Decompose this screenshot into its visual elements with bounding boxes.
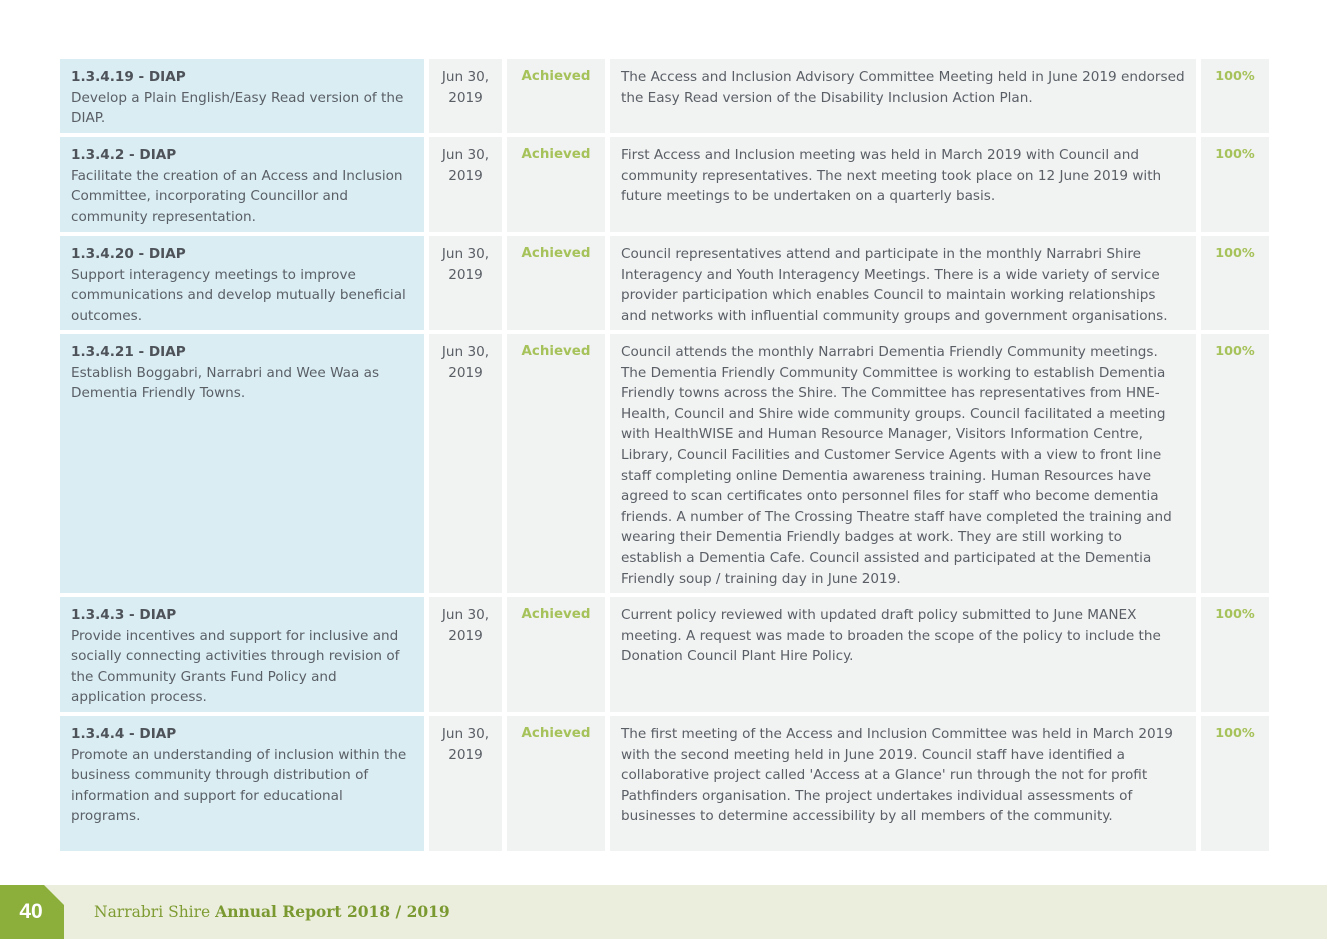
action-description: Develop a Plain English/Easy Read version of the DIAP. bbox=[71, 89, 404, 127]
action-code: 1.3.4.20 - DIAP bbox=[71, 246, 186, 262]
status-text: Achieved bbox=[507, 597, 605, 712]
status-text: Achieved bbox=[507, 137, 605, 232]
action-description: Establish Boggabri, Narrabri and Wee Waa as Dementia Friendly Towns. bbox=[71, 364, 380, 402]
action-code: 1.3.4.19 - DIAP bbox=[71, 69, 186, 85]
due-date: Jun 30, 2019 bbox=[429, 716, 502, 851]
table-row bbox=[60, 716, 1269, 851]
due-date: Jun 30, 2019 bbox=[429, 137, 502, 232]
due-date: Jun 30, 2019 bbox=[429, 334, 502, 593]
action-description: Provide incentives and support for inclusive and socially connecting activities through revision of the Community Grants Fund Policy and application process. bbox=[71, 627, 400, 706]
comment-cell: Current policy reviewed with updated draft policy submitted to June MANEX meeting. A request was made to broaden the scope of the policy to include the Donation Council Plant Hire Policy. bbox=[610, 597, 1196, 712]
action-description: Support interagency meetings to improve communications and develop mutually beneficial outcomes. bbox=[71, 266, 406, 324]
comment-cell: Council representatives attend and participate in the monthly Narrabri Shire Interagency and Youth Interagency Meetings. There is a wide variety of service provider participation which enables Council to maintain working relationships and networks with influential community groups and government organisations. bbox=[610, 236, 1196, 330]
action-cell bbox=[60, 716, 424, 851]
progress-value: 100% bbox=[1201, 716, 1269, 851]
progress-value: 100% bbox=[1201, 59, 1269, 133]
action-code: 1.3.4.4 - DIAP bbox=[71, 726, 177, 742]
actions-table bbox=[60, 59, 1269, 855]
action-code: 1.3.4.2 - DIAP bbox=[71, 147, 177, 163]
footer-shire-name: Narrabri Shire bbox=[94, 903, 211, 921]
footer-report-title: Annual Report 2018 / 2019 bbox=[215, 902, 450, 921]
action-cell bbox=[60, 59, 424, 133]
due-date: Jun 30, 2019 bbox=[429, 597, 502, 712]
status-text: Achieved bbox=[507, 334, 605, 593]
action-cell bbox=[60, 597, 424, 712]
progress-value: 100% bbox=[1201, 236, 1269, 330]
progress-value: 100% bbox=[1201, 597, 1269, 712]
table-row bbox=[60, 137, 1269, 232]
action-cell bbox=[60, 137, 424, 232]
table-row bbox=[60, 236, 1269, 330]
action-code: 1.3.4.3 - DIAP bbox=[71, 607, 177, 623]
comment-cell: First Access and Inclusion meeting was held in March 2019 with Council and community representatives. The next meeting took place on 12 June 2019 with future meetings to be undertaken on a quarterly basis. bbox=[610, 137, 1196, 232]
comment-cell: Council attends the monthly Narrabri Dementia Friendly Community meetings. The Dementia Friendly Community Committee is working to establish Dementia Friendly towns across the Shire. The Committee has representatives from HNE-Health, Council and Shire wide community groups. Council facilitated a meeting with HealthWISE and Human Resource Manager, Visitors Information Centre, Library, Council Facilities and Customer Service Agents with a view to front line staff completing online Dementia awareness training. Human Resources have agreed to scan certificates onto personnel files for staff who become dementia friends. A number of The Crossing Theatre staff have completed the training and wearing their Dementia Friendly badges at work. They are still working to establish a Dementia Cafe. Council assisted and participated at the Dementia Friendly soup / training day in June 2019. bbox=[610, 334, 1196, 593]
page-footer bbox=[0, 885, 1327, 939]
comment-cell: The first meeting of the Access and Inclusion Committee was held in March 2019 with the second meeting held in June 2019. Council staff have identified a collaborative project called 'Access at a Glance' run through the not for profit Pathfinders organisation. The project undertakes individual assessments of businesses to determine accessibility by all members of the community. bbox=[610, 716, 1196, 851]
action-code: 1.3.4.21 - DIAP bbox=[71, 344, 186, 360]
table-row bbox=[60, 334, 1269, 593]
progress-value: 100% bbox=[1201, 137, 1269, 232]
status-text: Achieved bbox=[507, 236, 605, 330]
due-date: Jun 30, 2019 bbox=[429, 59, 502, 133]
action-description: Promote an understanding of inclusion within the business community through distribution of information and support for educational programs. bbox=[71, 746, 407, 825]
action-cell bbox=[60, 236, 424, 330]
status-text: Achieved bbox=[507, 716, 605, 851]
page-number: 40 bbox=[19, 900, 43, 923]
status-text: Achieved bbox=[507, 59, 605, 133]
action-cell bbox=[60, 334, 424, 593]
due-date: Jun 30, 2019 bbox=[429, 236, 502, 330]
table-row bbox=[60, 59, 1269, 133]
footer-title bbox=[94, 885, 450, 939]
table-row bbox=[60, 597, 1269, 712]
progress-value: 100% bbox=[1201, 334, 1269, 593]
comment-cell: The Access and Inclusion Advisory Committee Meeting held in June 2019 endorsed the Easy Read version of the Disability Inclusion Action Plan. bbox=[610, 59, 1196, 133]
action-description: Facilitate the creation of an Access and Inclusion Committee, incorporating Councillor and community representation. bbox=[71, 167, 403, 225]
